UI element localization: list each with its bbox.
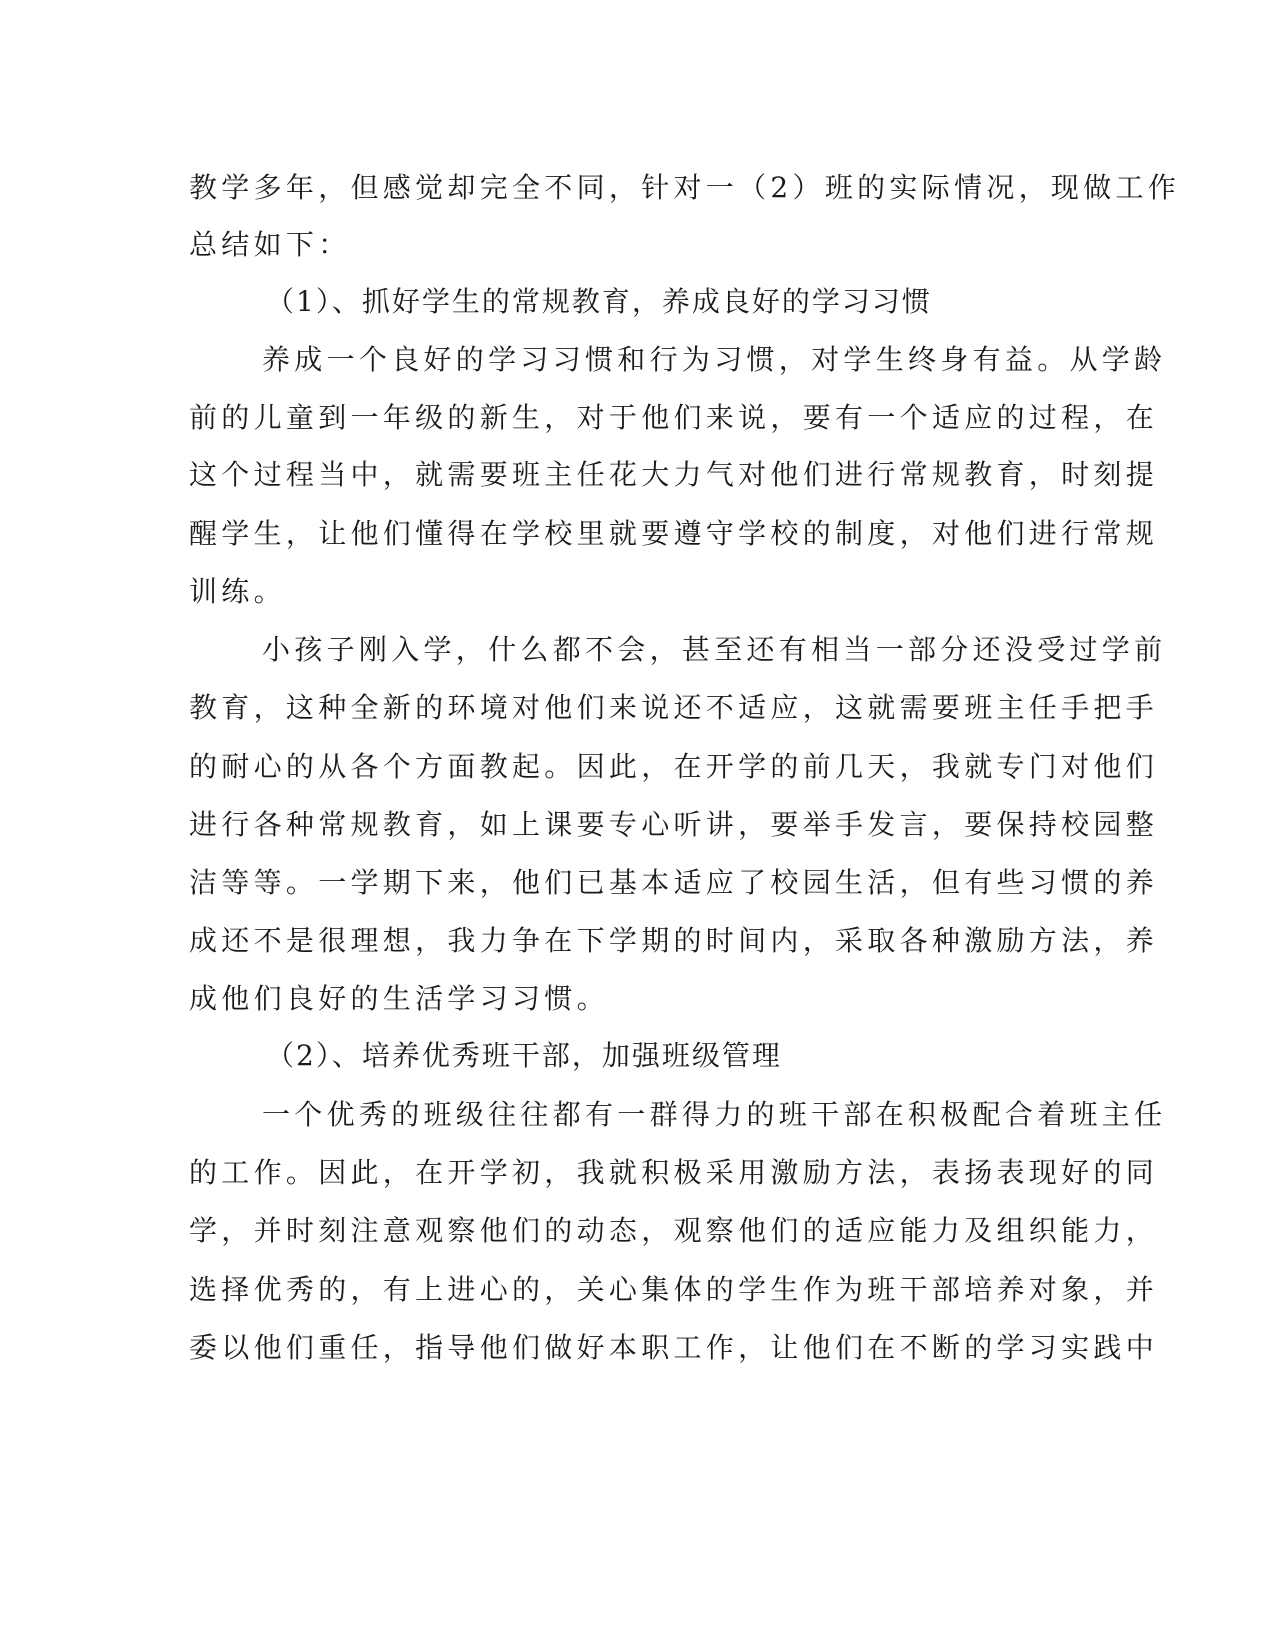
paragraph-first-line: 一个优秀的班级往往都有一群得力的班干部在积极配合着班主任: [262, 1098, 1167, 1131]
text-line: 的工作。因此，在开学初，我就积极采用激励方法，表扬表现好的同: [189, 1156, 1159, 1189]
text-line: 的耐心的从各个方面教起。因此，在开学的前几天，我就专门对他们: [189, 750, 1159, 783]
section-heading-2: （2）、培养优秀班干部，加强班级管理: [266, 1039, 782, 1072]
section-heading-1: （1）、抓好学生的常规教育，养成良好的学习习惯: [266, 285, 932, 318]
text-line: 成还不是很理想，我力争在下学期的时间内，采取各种激励方法，养: [189, 924, 1159, 957]
text-line: 醒学生，让他们懂得在学校里就要遵守学校的制度，对他们进行常规: [189, 517, 1159, 550]
paragraph-first-line: 养成一个良好的学习习惯和行为习惯，对学生终身有益。从学龄: [262, 343, 1167, 376]
text-line: 教育，这种全新的环境对他们来说还不适应，这就需要班主任手把手: [189, 691, 1159, 724]
text-line: 前的儿童到一年级的新生，对于他们来说，要有一个适应的过程，在: [189, 401, 1159, 434]
text-line: 进行各种常规教育，如上课要专心听讲，要举手发言，要保持校园整: [189, 808, 1159, 841]
text-line: 训练。: [189, 575, 286, 608]
text-line: 洁等等。一学期下来，他们已基本适应了校园生活，但有些习惯的养: [189, 866, 1159, 899]
paragraph-first-line: 小孩子刚入学，什么都不会，甚至还有相当一部分还没受过学前: [262, 633, 1167, 666]
text-line: 成他们良好的生活学习习惯。: [189, 982, 609, 1015]
text-line: 这个过程当中，就需要班主任花大力气对他们进行常规教育，时刻提: [189, 458, 1159, 491]
text-line: 总结如下：: [189, 228, 351, 261]
text-line: 委以他们重任，指导他们做好本职工作，让他们在不断的学习实践中: [189, 1331, 1159, 1364]
text-line: 教学多年，但感觉却完全不同，针对一（2）班的实际情况，现做工作: [189, 171, 1181, 204]
text-line: 学，并时刻注意观察他们的动态，观察他们的适应能力及组织能力，: [189, 1214, 1159, 1247]
text-line: 选择优秀的，有上进心的，关心集体的学生作为班干部培养对象，并: [189, 1273, 1159, 1306]
